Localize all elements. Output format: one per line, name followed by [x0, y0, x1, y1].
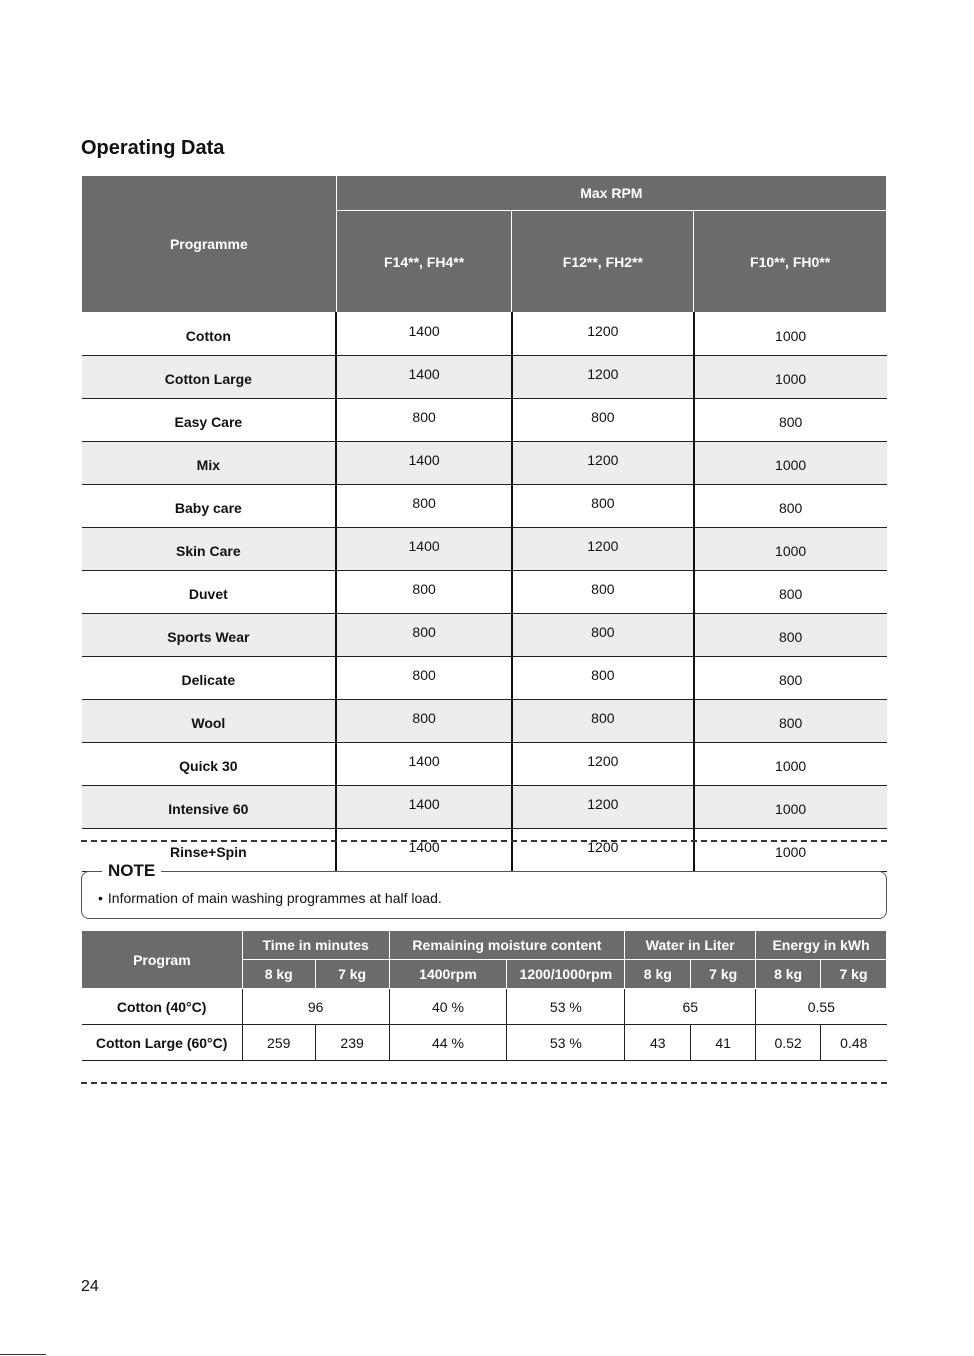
table-row [82, 1025, 887, 1061]
rpm-value: 1400 [336, 356, 512, 399]
programme-name: Duvet [82, 571, 337, 614]
programme-name: Mix [82, 442, 337, 485]
programme-name: Sports Wear [82, 614, 337, 657]
water-7kg-header: 7 kg [691, 960, 756, 989]
moisture-header: Remaining moisture content [389, 931, 625, 960]
program-name: Cotton Large (60°C) [82, 1025, 243, 1061]
moisture-1200-value: 53 % [507, 1025, 625, 1061]
time-7kg-header: 7 kg [315, 960, 389, 989]
rpm-value: 1200 [512, 313, 694, 356]
rpm-value: 1000 [694, 356, 887, 399]
programme-name: Wool [82, 700, 337, 743]
table-row [82, 786, 887, 829]
rpm-value: 1400 [336, 743, 512, 786]
water-7kg-value: 41 [691, 1025, 756, 1061]
dashed-divider-bottom [81, 1082, 887, 1084]
program-name: Cotton (40°C) [82, 989, 243, 1025]
rpm-value: 800 [336, 614, 512, 657]
energy-header: Energy in kWh [756, 931, 887, 960]
rpm-value: 800 [512, 571, 694, 614]
rpm-value: 800 [694, 657, 887, 700]
energy-8kg-header: 8 kg [756, 960, 821, 989]
rpm-value: 800 [694, 571, 887, 614]
programme-name: Quick 30 [82, 743, 337, 786]
programme-header: Programme [82, 176, 337, 313]
water-value: 65 [625, 989, 756, 1025]
programme-name: Rinse+Spin [82, 829, 337, 872]
table-row [82, 356, 887, 399]
rpm-value: 1000 [694, 442, 887, 485]
rpm-value: 1200 [512, 528, 694, 571]
programme-name: Baby care [82, 485, 337, 528]
table-row [82, 485, 887, 528]
water-8kg-value: 43 [625, 1025, 691, 1061]
footer-rule [0, 1354, 46, 1355]
water-header: Water in Liter [625, 931, 756, 960]
consumption-table [81, 930, 887, 1061]
time-8kg-header: 8 kg [242, 960, 315, 989]
table-row [82, 700, 887, 743]
rpm-value: 1200 [512, 743, 694, 786]
table-row [82, 657, 887, 700]
table-row [82, 313, 887, 356]
table-row [82, 399, 887, 442]
energy-7kg-value: 0.48 [821, 1025, 887, 1061]
rpm-value: 1400 [336, 786, 512, 829]
rpm-value: 800 [336, 399, 512, 442]
table-row [82, 989, 887, 1025]
dashed-divider-top [81, 840, 887, 842]
moisture-1200-value: 53 % [507, 989, 625, 1025]
programme-name: Cotton [82, 313, 337, 356]
bullet-icon: • [98, 890, 103, 906]
rpm-value: 800 [512, 614, 694, 657]
rpm-value: 1200 [512, 356, 694, 399]
programme-name: Delicate [82, 657, 337, 700]
table-row [82, 829, 887, 872]
rpm-value: 1200 [512, 786, 694, 829]
programme-name: Easy Care [82, 399, 337, 442]
max-rpm-header: Max RPM [336, 176, 886, 211]
moisture-1200-header: 1200/1000rpm [507, 960, 625, 989]
rpm-value: 800 [694, 614, 887, 657]
rpm-value: 1000 [694, 829, 887, 872]
rpm-value: 800 [512, 485, 694, 528]
water-8kg-header: 8 kg [625, 960, 691, 989]
table-row [82, 442, 887, 485]
model-header-f12: F12**, FH2** [512, 211, 694, 313]
rpm-value: 1200 [512, 442, 694, 485]
rpm-value: 800 [694, 700, 887, 743]
programme-name: Cotton Large [82, 356, 337, 399]
rpm-value: 1400 [336, 442, 512, 485]
rpm-value: 800 [512, 657, 694, 700]
page-title: Operating Data [81, 137, 225, 159]
rpm-value: 1400 [336, 313, 512, 356]
rpm-value: 800 [336, 571, 512, 614]
note-text: Information of main washing programmes at half load. [107, 890, 442, 906]
rpm-value: 1200 [512, 829, 694, 872]
page-number: 24 [81, 1278, 99, 1295]
rpm-value: 800 [336, 485, 512, 528]
max-rpm-table [81, 175, 887, 872]
program-header: Program [82, 931, 243, 989]
rpm-value: 800 [512, 399, 694, 442]
programme-name: Intensive 60 [82, 786, 337, 829]
rpm-value: 1400 [336, 528, 512, 571]
rpm-value: 1000 [694, 743, 887, 786]
table-row [82, 614, 887, 657]
rpm-value: 800 [512, 700, 694, 743]
energy-value: 0.55 [756, 989, 887, 1025]
time-value: 96 [242, 989, 389, 1025]
time-header: Time in minutes [242, 931, 389, 960]
programme-name: Skin Care [82, 528, 337, 571]
model-header-f10: F10**, FH0** [694, 211, 887, 313]
table-row [82, 571, 887, 614]
moisture-1400-value: 44 % [389, 1025, 507, 1061]
time-7kg-value: 239 [315, 1025, 389, 1061]
energy-8kg-value: 0.52 [756, 1025, 821, 1061]
table-row [82, 743, 887, 786]
note-text-line [98, 890, 442, 906]
table-row [82, 528, 887, 571]
rpm-value: 800 [336, 700, 512, 743]
rpm-value: 800 [694, 399, 887, 442]
model-header-f14: F14**, FH4** [336, 211, 512, 313]
moisture-1400-header: 1400rpm [389, 960, 507, 989]
note-title: NOTE [102, 861, 161, 881]
rpm-value: 800 [336, 657, 512, 700]
rpm-value: 800 [694, 485, 887, 528]
rpm-value: 1000 [694, 528, 887, 571]
energy-7kg-header: 7 kg [821, 960, 887, 989]
time-8kg-value: 259 [242, 1025, 315, 1061]
rpm-value: 1000 [694, 313, 887, 356]
rpm-value: 1000 [694, 786, 887, 829]
rpm-value: 1400 [336, 829, 512, 872]
moisture-1400-value: 40 % [389, 989, 507, 1025]
